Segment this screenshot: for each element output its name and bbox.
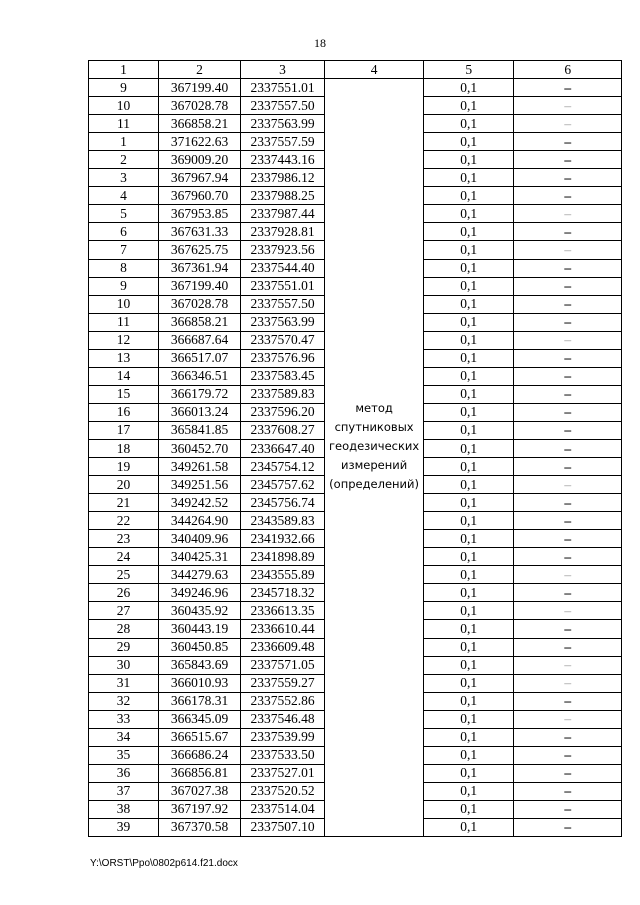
dash-cell: – xyxy=(514,674,622,692)
accuracy-cell: 0,1 xyxy=(424,223,514,241)
x-coordinate-cell: 367967.94 xyxy=(159,169,241,187)
x-coordinate-cell: 367199.40 xyxy=(159,79,241,97)
table-body xyxy=(89,61,622,837)
point-number-cell: 36 xyxy=(89,764,159,782)
dash-cell: – xyxy=(514,620,622,638)
point-number-cell: 20 xyxy=(89,476,159,494)
point-number-cell: 32 xyxy=(89,692,159,710)
accuracy-cell: 0,1 xyxy=(424,530,514,548)
y-coordinate-cell: 2337923.56 xyxy=(241,241,325,259)
dash-cell: – xyxy=(514,205,622,223)
y-coordinate-cell: 2337571.05 xyxy=(241,656,325,674)
dash-cell: – xyxy=(514,421,622,439)
dash-cell: – xyxy=(514,764,622,782)
accuracy-cell: 0,1 xyxy=(424,746,514,764)
page-number: 18 xyxy=(314,36,326,50)
point-number-cell: 12 xyxy=(89,331,159,349)
y-coordinate-cell: 2337544.40 xyxy=(241,259,325,277)
x-coordinate-cell: 360450.85 xyxy=(159,638,241,656)
point-number-cell: 9 xyxy=(89,277,159,295)
accuracy-cell: 0,1 xyxy=(424,800,514,818)
dash-cell: – xyxy=(514,782,622,800)
x-coordinate-cell: 367361.94 xyxy=(159,259,241,277)
accuracy-cell: 0,1 xyxy=(424,710,514,728)
point-number-cell: 2 xyxy=(89,151,159,169)
y-coordinate-cell: 2336610.44 xyxy=(241,620,325,638)
file-path-footer: Y:\ORST\Ppo\0802p614.f21.docx xyxy=(90,858,238,869)
method-cell xyxy=(325,79,424,837)
accuracy-cell: 0,1 xyxy=(424,764,514,782)
x-coordinate-cell: 360435.92 xyxy=(159,602,241,620)
point-number-cell: 26 xyxy=(89,584,159,602)
point-number-cell: 6 xyxy=(89,223,159,241)
dash-cell: – xyxy=(514,800,622,818)
y-coordinate-cell: 2337928.81 xyxy=(241,223,325,241)
point-number-cell: 33 xyxy=(89,710,159,728)
accuracy-cell: 0,1 xyxy=(424,169,514,187)
dash-cell: – xyxy=(514,728,622,746)
point-number-cell: 14 xyxy=(89,367,159,385)
accuracy-cell: 0,1 xyxy=(424,584,514,602)
dash-cell: – xyxy=(514,530,622,548)
point-number-cell: 27 xyxy=(89,602,159,620)
x-coordinate-cell: 366686.24 xyxy=(159,746,241,764)
x-coordinate-cell: 366858.21 xyxy=(159,313,241,331)
x-coordinate-cell: 367953.85 xyxy=(159,205,241,223)
accuracy-cell: 0,1 xyxy=(424,439,514,457)
dash-cell: – xyxy=(514,169,622,187)
point-number-cell: 25 xyxy=(89,566,159,584)
y-coordinate-cell: 2337576.96 xyxy=(241,349,325,367)
dash-cell: – xyxy=(514,638,622,656)
x-coordinate-cell: 360452.70 xyxy=(159,439,241,457)
x-coordinate-cell: 349251.56 xyxy=(159,476,241,494)
y-coordinate-cell: 2337559.27 xyxy=(241,674,325,692)
x-coordinate-cell: 366858.21 xyxy=(159,115,241,133)
dash-cell: – xyxy=(514,97,622,115)
y-coordinate-cell: 2343555.89 xyxy=(241,566,325,584)
x-coordinate-cell: 367028.78 xyxy=(159,97,241,115)
accuracy-cell: 0,1 xyxy=(424,313,514,331)
point-number-cell: 16 xyxy=(89,403,159,421)
point-number-cell: 37 xyxy=(89,782,159,800)
x-coordinate-cell: 344279.63 xyxy=(159,566,241,584)
accuracy-cell: 0,1 xyxy=(424,151,514,169)
y-coordinate-cell: 2337596.20 xyxy=(241,403,325,421)
x-coordinate-cell: 366687.64 xyxy=(159,331,241,349)
accuracy-cell: 0,1 xyxy=(424,548,514,566)
y-coordinate-cell: 2337563.99 xyxy=(241,313,325,331)
point-number-cell: 29 xyxy=(89,638,159,656)
dash-cell: – xyxy=(514,223,622,241)
x-coordinate-cell: 367197.92 xyxy=(159,800,241,818)
dash-cell: – xyxy=(514,151,622,169)
dash-cell: – xyxy=(514,566,622,584)
x-coordinate-cell: 367625.75 xyxy=(159,241,241,259)
header-cell-col5: 5 xyxy=(424,61,514,79)
accuracy-cell: 0,1 xyxy=(424,512,514,530)
x-coordinate-cell: 365841.85 xyxy=(159,421,241,439)
x-coordinate-cell: 366179.72 xyxy=(159,385,241,403)
x-coordinate-cell: 367027.38 xyxy=(159,782,241,800)
y-coordinate-cell: 2337551.01 xyxy=(241,277,325,295)
accuracy-cell: 0,1 xyxy=(424,494,514,512)
x-coordinate-cell: 369009.20 xyxy=(159,151,241,169)
point-number-cell: 21 xyxy=(89,494,159,512)
dash-cell: – xyxy=(514,476,622,494)
accuracy-cell: 0,1 xyxy=(424,331,514,349)
dash-cell: – xyxy=(514,115,622,133)
point-number-cell: 39 xyxy=(89,818,159,836)
dash-cell: – xyxy=(514,458,622,476)
accuracy-cell: 0,1 xyxy=(424,133,514,151)
accuracy-cell: 0,1 xyxy=(424,295,514,313)
accuracy-cell: 0,1 xyxy=(424,259,514,277)
x-coordinate-cell: 367370.58 xyxy=(159,818,241,836)
y-coordinate-cell: 2337986.12 xyxy=(241,169,325,187)
x-coordinate-cell: 366010.93 xyxy=(159,674,241,692)
y-coordinate-cell: 2345757.62 xyxy=(241,476,325,494)
point-number-cell: 4 xyxy=(89,187,159,205)
accuracy-cell: 0,1 xyxy=(424,115,514,133)
x-coordinate-cell: 371622.63 xyxy=(159,133,241,151)
point-number-cell: 35 xyxy=(89,746,159,764)
dash-cell: – xyxy=(514,241,622,259)
accuracy-cell: 0,1 xyxy=(424,385,514,403)
point-number-cell: 18 xyxy=(89,439,159,457)
point-number-cell: 28 xyxy=(89,620,159,638)
accuracy-cell: 0,1 xyxy=(424,421,514,439)
table-row xyxy=(89,79,622,97)
accuracy-cell: 0,1 xyxy=(424,458,514,476)
x-coordinate-cell: 366178.31 xyxy=(159,692,241,710)
y-coordinate-cell: 2337539.99 xyxy=(241,728,325,746)
x-coordinate-cell: 366013.24 xyxy=(159,403,241,421)
dash-cell: – xyxy=(514,367,622,385)
dash-cell: – xyxy=(514,512,622,530)
y-coordinate-cell: 2336609.48 xyxy=(241,638,325,656)
x-coordinate-cell: 366517.07 xyxy=(159,349,241,367)
dash-cell: – xyxy=(514,313,622,331)
x-coordinate-cell: 349261.58 xyxy=(159,458,241,476)
y-coordinate-cell: 2345756.74 xyxy=(241,494,325,512)
dash-cell: – xyxy=(514,133,622,151)
x-coordinate-cell: 344264.90 xyxy=(159,512,241,530)
y-coordinate-cell: 2337557.50 xyxy=(241,97,325,115)
header-cell-col1: 1 xyxy=(89,61,159,79)
accuracy-cell: 0,1 xyxy=(424,566,514,584)
x-coordinate-cell: 366346.51 xyxy=(159,367,241,385)
y-coordinate-cell: 2337551.01 xyxy=(241,79,325,97)
point-number-cell: 38 xyxy=(89,800,159,818)
point-number-cell: 7 xyxy=(89,241,159,259)
point-number-cell: 8 xyxy=(89,259,159,277)
y-coordinate-cell: 2337443.16 xyxy=(241,151,325,169)
accuracy-cell: 0,1 xyxy=(424,79,514,97)
accuracy-cell: 0,1 xyxy=(424,638,514,656)
header-cell-col3: 3 xyxy=(241,61,325,79)
dash-cell: – xyxy=(514,656,622,674)
point-number-cell: 1 xyxy=(89,133,159,151)
dash-cell: – xyxy=(514,277,622,295)
dash-cell: – xyxy=(514,187,622,205)
y-coordinate-cell: 2337552.86 xyxy=(241,692,325,710)
accuracy-cell: 0,1 xyxy=(424,818,514,836)
x-coordinate-cell: 366856.81 xyxy=(159,764,241,782)
x-coordinate-cell: 340409.96 xyxy=(159,530,241,548)
y-coordinate-cell: 2337557.59 xyxy=(241,133,325,151)
point-number-cell: 5 xyxy=(89,205,159,223)
point-number-cell: 19 xyxy=(89,458,159,476)
x-coordinate-cell: 340425.31 xyxy=(159,548,241,566)
dash-cell: – xyxy=(514,584,622,602)
x-coordinate-cell: 365843.69 xyxy=(159,656,241,674)
point-number-cell: 13 xyxy=(89,349,159,367)
x-coordinate-cell: 367199.40 xyxy=(159,277,241,295)
accuracy-cell: 0,1 xyxy=(424,620,514,638)
x-coordinate-cell: 367960.70 xyxy=(159,187,241,205)
coordinates-table xyxy=(88,60,622,837)
dash-cell: – xyxy=(514,295,622,313)
point-number-cell: 34 xyxy=(89,728,159,746)
accuracy-cell: 0,1 xyxy=(424,656,514,674)
dash-cell: – xyxy=(514,79,622,97)
method-text: метод спутниковых геодезических измерений (определений) xyxy=(329,401,420,492)
y-coordinate-cell: 2337557.50 xyxy=(241,295,325,313)
y-coordinate-cell: 2336613.35 xyxy=(241,602,325,620)
accuracy-cell: 0,1 xyxy=(424,728,514,746)
point-number-cell: 24 xyxy=(89,548,159,566)
x-coordinate-cell: 367028.78 xyxy=(159,295,241,313)
accuracy-cell: 0,1 xyxy=(424,349,514,367)
dash-cell: – xyxy=(514,439,622,457)
y-coordinate-cell: 2343589.83 xyxy=(241,512,325,530)
dash-cell: – xyxy=(514,692,622,710)
header-cell-col6: 6 xyxy=(514,61,622,79)
accuracy-cell: 0,1 xyxy=(424,674,514,692)
x-coordinate-cell: 366345.09 xyxy=(159,710,241,728)
y-coordinate-cell: 2337520.52 xyxy=(241,782,325,800)
accuracy-cell: 0,1 xyxy=(424,367,514,385)
y-coordinate-cell: 2337608.27 xyxy=(241,421,325,439)
point-number-cell: 11 xyxy=(89,313,159,331)
header-cell-col4: 4 xyxy=(325,61,424,79)
x-coordinate-cell: 349246.96 xyxy=(159,584,241,602)
accuracy-cell: 0,1 xyxy=(424,241,514,259)
y-coordinate-cell: 2337546.48 xyxy=(241,710,325,728)
y-coordinate-cell: 2345754.12 xyxy=(241,458,325,476)
y-coordinate-cell: 2337514.04 xyxy=(241,800,325,818)
point-number-cell: 23 xyxy=(89,530,159,548)
point-number-cell: 9 xyxy=(89,79,159,97)
y-coordinate-cell: 2341898.89 xyxy=(241,548,325,566)
dash-cell: – xyxy=(514,331,622,349)
accuracy-cell: 0,1 xyxy=(424,692,514,710)
table-header-row xyxy=(89,61,622,79)
point-number-cell: 22 xyxy=(89,512,159,530)
dash-cell: – xyxy=(514,746,622,764)
dash-cell: – xyxy=(514,494,622,512)
accuracy-cell: 0,1 xyxy=(424,205,514,223)
y-coordinate-cell: 2345718.32 xyxy=(241,584,325,602)
x-coordinate-cell: 349242.52 xyxy=(159,494,241,512)
y-coordinate-cell: 2337583.45 xyxy=(241,367,325,385)
point-number-cell: 3 xyxy=(89,169,159,187)
point-number-cell: 11 xyxy=(89,115,159,133)
dash-cell: – xyxy=(514,385,622,403)
y-coordinate-cell: 2337987.44 xyxy=(241,205,325,223)
y-coordinate-cell: 2337563.99 xyxy=(241,115,325,133)
x-coordinate-cell: 360443.19 xyxy=(159,620,241,638)
point-number-cell: 30 xyxy=(89,656,159,674)
y-coordinate-cell: 2337507.10 xyxy=(241,818,325,836)
y-coordinate-cell: 2337589.83 xyxy=(241,385,325,403)
x-coordinate-cell: 366515.67 xyxy=(159,728,241,746)
accuracy-cell: 0,1 xyxy=(424,602,514,620)
accuracy-cell: 0,1 xyxy=(424,187,514,205)
y-coordinate-cell: 2337570.47 xyxy=(241,331,325,349)
accuracy-cell: 0,1 xyxy=(424,97,514,115)
dash-cell: – xyxy=(514,259,622,277)
point-number-cell: 17 xyxy=(89,421,159,439)
point-number-cell: 10 xyxy=(89,295,159,313)
dash-cell: – xyxy=(514,548,622,566)
y-coordinate-cell: 2337533.50 xyxy=(241,746,325,764)
dash-cell: – xyxy=(514,403,622,421)
point-number-cell: 15 xyxy=(89,385,159,403)
x-coordinate-cell: 367631.33 xyxy=(159,223,241,241)
dash-cell: – xyxy=(514,818,622,836)
y-coordinate-cell: 2337527.01 xyxy=(241,764,325,782)
accuracy-cell: 0,1 xyxy=(424,782,514,800)
accuracy-cell: 0,1 xyxy=(424,277,514,295)
dash-cell: – xyxy=(514,349,622,367)
header-cell-col2: 2 xyxy=(159,61,241,79)
accuracy-cell: 0,1 xyxy=(424,476,514,494)
y-coordinate-cell: 2341932.66 xyxy=(241,530,325,548)
y-coordinate-cell: 2337988.25 xyxy=(241,187,325,205)
point-number-cell: 31 xyxy=(89,674,159,692)
dash-cell: – xyxy=(514,710,622,728)
y-coordinate-cell: 2336647.40 xyxy=(241,439,325,457)
point-number-cell: 10 xyxy=(89,97,159,115)
accuracy-cell: 0,1 xyxy=(424,403,514,421)
dash-cell: – xyxy=(514,602,622,620)
